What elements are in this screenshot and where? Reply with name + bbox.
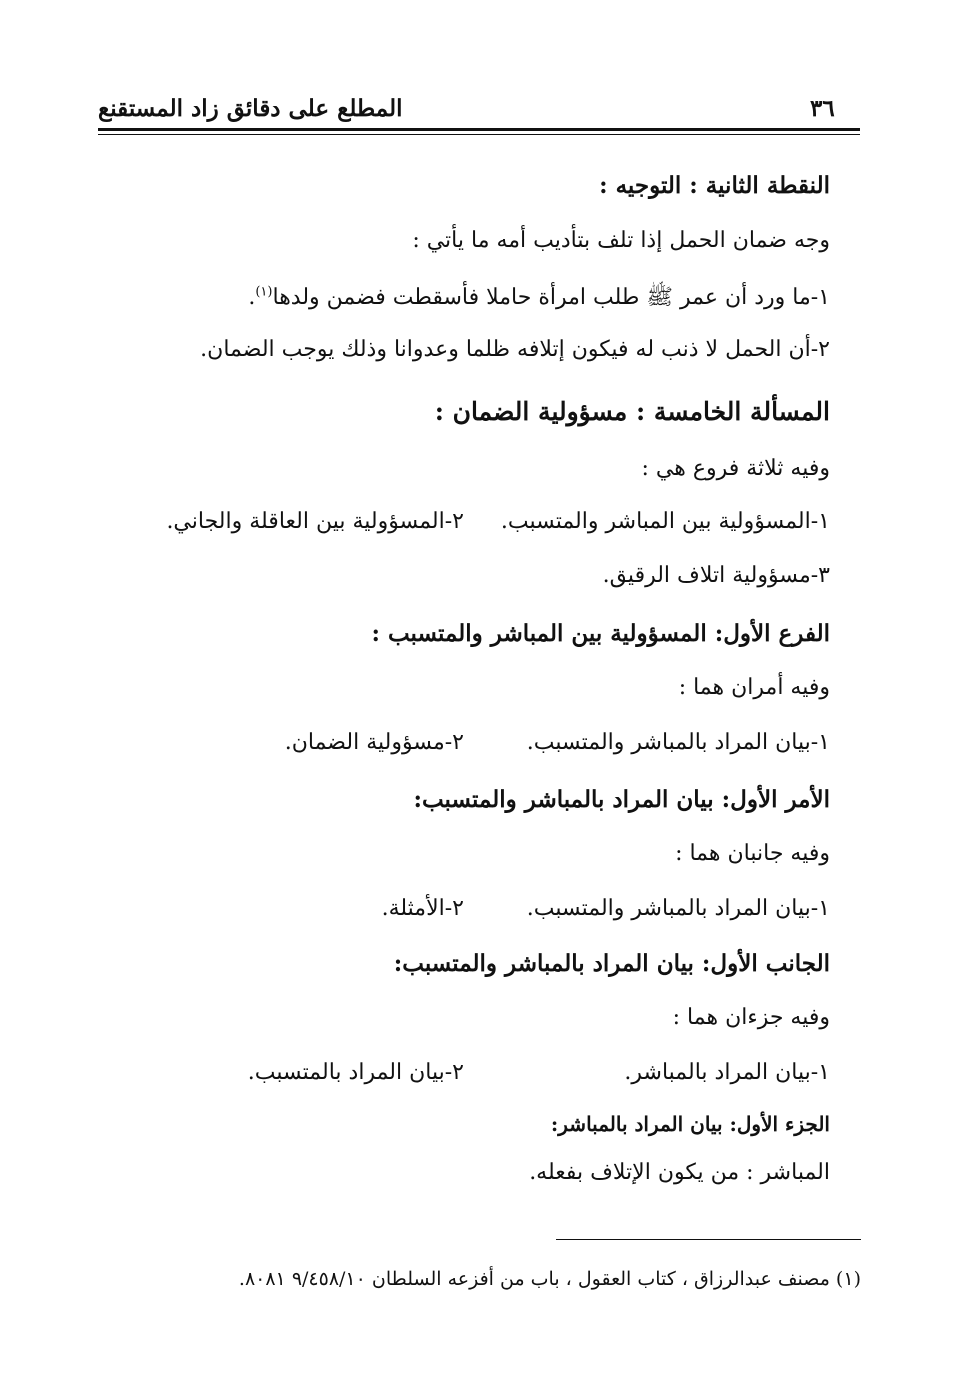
side-list-item-1: ١-بيان المراد بالمباشر والمتسبب. — [526, 896, 830, 921]
point-two-intro: وجه ضمان الحمل إذا تلف بتأديب أمه ما يأتي : — [412, 228, 830, 253]
header-rule-thin — [98, 134, 860, 135]
page-number: ٣٦ — [810, 95, 835, 122]
part-list-item-1: ١-بيان المراد بالمباشر. — [624, 1060, 830, 1085]
matter-list-item-2: ٢-مسؤولية الضمان. — [284, 730, 464, 755]
running-title: المطلع على دقائق زاد المستقنع — [98, 95, 403, 122]
branch-one-intro: وفيه أمران هما : — [678, 675, 830, 700]
branch-list-item-2: ٢-المسؤولية بين العاقلة والجاني. — [166, 509, 464, 534]
footnote-separator — [556, 1239, 861, 1240]
branch-list-item-1: ١-المسؤولية بين المباشر والمتسبب. — [500, 509, 830, 534]
header-rule-thick — [98, 128, 860, 131]
issue-five-heading: المسألة الخامسة : مسؤولية الضمان : — [434, 397, 830, 426]
point-two-heading: النقطة الثانية : التوجيه : — [599, 172, 830, 199]
side-list-item-2: ٢-الأمثلة. — [381, 896, 464, 921]
part-one-heading: الجزء الأول: بيان المراد بالمباشر: — [550, 1112, 830, 1136]
branch-list-item-3: ٣-مسؤولية اتلاف الرقيق. — [602, 563, 830, 588]
matter-list-item-1: ١-بيان المراد بالمباشر والمتسبب. — [526, 730, 830, 755]
part-list-item-2: ٢-بيان المراد بالمتسبب. — [247, 1060, 464, 1085]
side-one-heading: الجانب الأول: بيان المراد بالمباشر والمتسبب: — [393, 950, 830, 977]
reason-1-text: ١-ما ورد أن عمر ﷺ طلب امرأة حاملا فأسقطت فضمن ولدها — [272, 285, 830, 310]
part-one-definition: المباشر : من يكون الإتلاف بفعله. — [529, 1160, 830, 1185]
matter-one-heading: الأمر الأول: بيان المراد بالمباشر والمتسبب: — [413, 786, 830, 813]
reason-2: ٢-أن الحمل لا ذنب له فيكون إتلافه ظلما وعدوانا وذلك يوجب الضمان. — [200, 337, 830, 362]
reason-1-end: . — [248, 285, 256, 310]
footnote-ref-1[interactable]: (١) — [255, 284, 273, 300]
reason-1 — [248, 283, 830, 315]
side-one-intro: وفيه جزءان هما : — [672, 1005, 830, 1030]
footnote-1: (١) مصنف عبدالرزاق ، كتاب العقول ، باب من أفزعه السلطان ٩/٤٥٨/١٠ ٨٠٨١. — [238, 1268, 861, 1290]
matter-one-intro: وفيه جانبان هما : — [675, 841, 830, 866]
branch-one-heading: الفرع الأول: المسؤولية بين المباشر والمتسبب : — [371, 620, 830, 647]
issue-five-intro: وفيه ثلاثة فروع هي : — [641, 456, 830, 481]
